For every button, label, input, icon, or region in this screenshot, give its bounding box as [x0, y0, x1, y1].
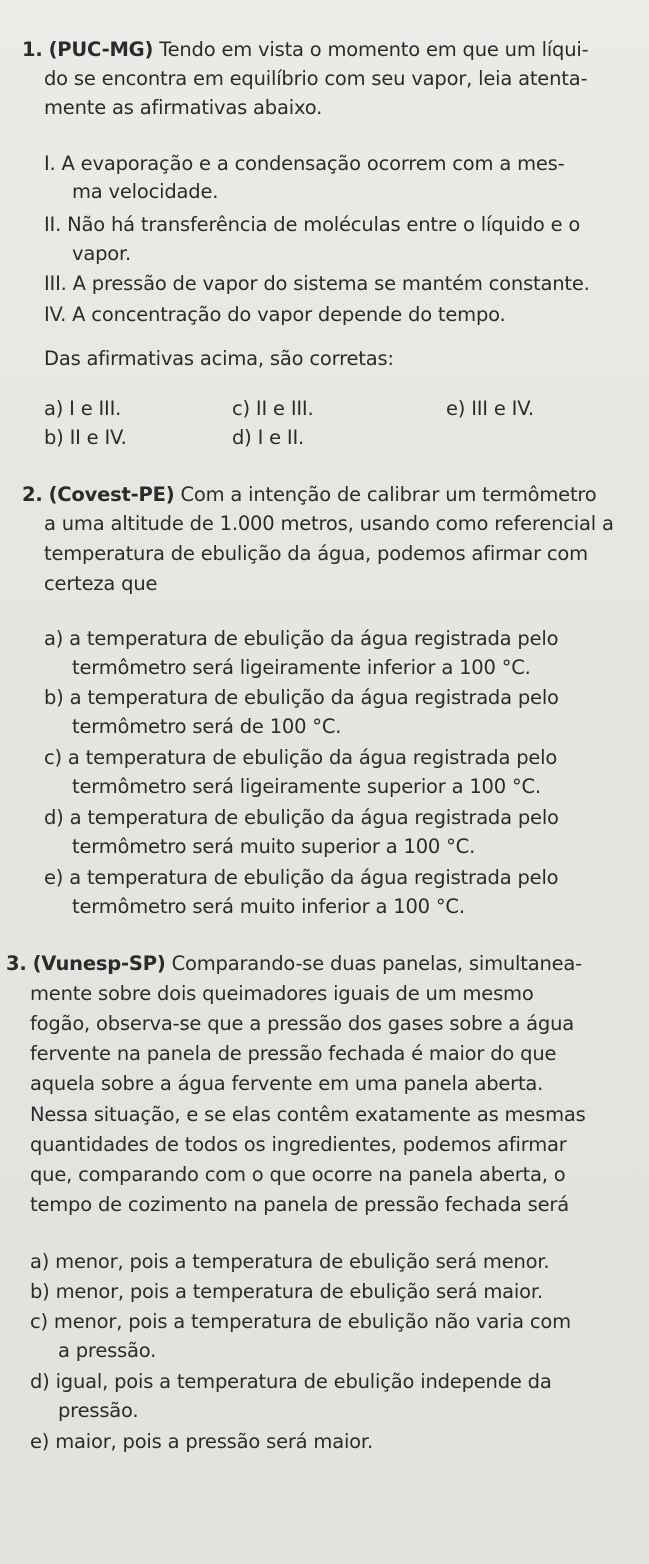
- q2-option-d-line-2: termômetro será muito superior a 100 °C.: [72, 835, 476, 858]
- q3-stem-line-6: Nessa situação, e se elas contêm exatamente as mesmas: [30, 1103, 586, 1126]
- q1-option-d: d) I e II.: [232, 426, 305, 449]
- q1-statement-1a: I. A evaporação e a condensação ocorrem com a mes-: [44, 152, 565, 175]
- q2-option-e-line-1: e) a temperatura de ebulição da água registrada pelo: [44, 866, 559, 889]
- q2-option-c-line-2: termômetro será ligeiramente superior a 100 °C.: [72, 775, 541, 798]
- q3-option-c-line-2: a pressão.: [58, 1339, 157, 1362]
- q2-stem-line-2: a uma altitude de 1.000 metros, usando como referencial a: [44, 512, 614, 535]
- q3-option-d-line-1: d) igual, pois a temperatura de ebulição independe da: [30, 1370, 552, 1393]
- q3-stem-line-7: quantidades de todos os ingredientes, podemos afirmar: [30, 1133, 567, 1156]
- q3-stem-text-1: Comparando-se duas panelas, simultanea-: [171, 952, 582, 975]
- q3-stem-line-8: que, comparando com o que ocorre na panela aberta, o: [30, 1163, 566, 1186]
- q3-stem-line-2: mente sobre dois queimadores iguais de um mesmo: [30, 982, 534, 1005]
- q1-prompt: Das afirmativas acima, são corretas:: [44, 347, 394, 370]
- q1-option-a: a) I e III.: [44, 397, 122, 420]
- q2-option-a-line-2: termômetro será ligeiramente inferior a 100 °C.: [72, 656, 531, 679]
- q3-option-d-line-2: pressão.: [58, 1399, 139, 1422]
- q3-stem-line-3: fogão, observa-se que a pressão dos gases sobre a água: [30, 1012, 574, 1035]
- q2-option-e-line-2: termômetro será muito inferior a 100 °C.: [72, 895, 465, 918]
- q3-stem-line-5: aquela sobre a água fervente em uma panela aberta.: [30, 1072, 544, 1095]
- q1-stem-text-1: Tendo em vista o momento em que um líqui-: [159, 38, 589, 61]
- q3-number: 3.: [6, 952, 27, 975]
- q1-statement-3: III. A pressão de vapor do sistema se mantém constante.: [44, 272, 590, 295]
- q3-option-e: e) maior, pois a pressão será maior.: [30, 1430, 373, 1453]
- q2-option-c-line-1: c) a temperatura de ebulição da água registrada pelo: [44, 746, 558, 769]
- q2-stem-line-3: temperatura de ebulição da água, podemos afirmar com: [44, 542, 588, 565]
- q1-source: (PUC-MG): [48, 38, 154, 61]
- q2-source: (Covest-PE): [48, 483, 175, 506]
- q2-stem-line-4: certeza que: [44, 572, 158, 595]
- q2-option-d-line-1: d) a temperatura de ebulição da água registrada pelo: [44, 806, 559, 829]
- q3-stem-line-1: [6, 952, 582, 976]
- q1-statement-2a: II. Não há transferência de moléculas entre o líquido e o: [44, 213, 581, 236]
- q1-statement-4: IV. A concentração do vapor depende do tempo.: [44, 303, 506, 326]
- q1-stem-line-3: mente as afirmativas abaixo.: [44, 96, 323, 119]
- q1-statement-2b: vapor.: [72, 242, 132, 265]
- q2-stem-line-1: [22, 483, 597, 507]
- q3-source: (Vunesp-SP): [32, 952, 166, 975]
- q2-option-b-line-1: b) a temperatura de ebulição da água registrada pelo: [44, 686, 559, 709]
- q1-number: 1.: [22, 38, 43, 61]
- q2-option-a-line-1: a) a temperatura de ebulição da água registrada pelo: [44, 627, 559, 650]
- q3-stem-line-9: tempo de cozimento na panela de pressão fechada será: [30, 1193, 569, 1216]
- q1-stem-line-2: do se encontra em equilíbrio com seu vapor, leia atenta-: [44, 67, 588, 90]
- q3-option-a: a) menor, pois a temperatura de ebulição será menor.: [30, 1250, 550, 1273]
- q1-option-b: b) II e IV.: [44, 426, 127, 449]
- q3-option-b: b) menor, pois a temperatura de ebulição será maior.: [30, 1280, 543, 1303]
- q1-option-c: c) II e III.: [232, 397, 314, 420]
- q3-stem-line-4: fervente na panela de pressão fechada é maior do que: [30, 1042, 557, 1065]
- q1-statement-1b: ma velocidade.: [72, 180, 219, 203]
- q3-option-c-line-1: c) menor, pois a temperatura de ebulição não varia com: [30, 1310, 571, 1333]
- q1-option-e: e) III e IV.: [446, 397, 534, 420]
- q1-stem-line-1: [22, 38, 588, 62]
- q2-stem-text-1: Com a intenção de calibrar um termômetro: [180, 483, 597, 506]
- q2-option-b-line-2: termômetro será de 100 °C.: [72, 715, 342, 738]
- q2-number: 2.: [22, 483, 43, 506]
